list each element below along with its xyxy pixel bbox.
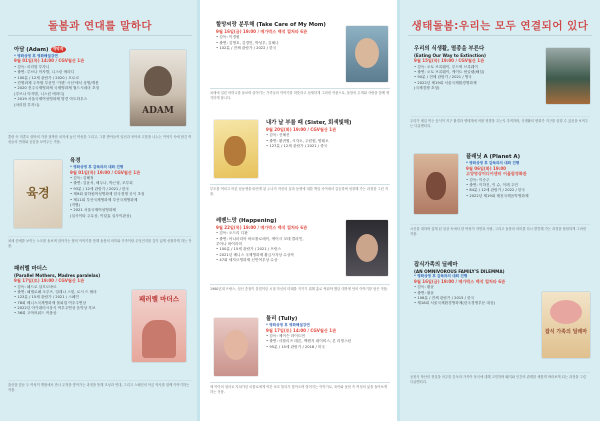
info-line: • 2021 서울국제여성영화제 [70,208,116,213]
info-line: • 2022년 아카데미시상식 여우주연상 음악상 후보 [14,305,96,310]
film-description: 공장식 축산의 현실을 마주한 감독과 가족이 육식에 대해 고민하며 돼지와 인간의 관계를 새롭게 바라보게 되는 과정을 그린 다큐멘터리. [410,372,590,385]
info-line: • 감독: 진혜신 [266,133,290,138]
poster-sister [214,120,258,178]
info-line: • 감독: 이경원 [216,35,240,40]
film-description: 치매 증세를 보이는 노모를 돌보며 살아가는 딸의 이야기를 통해 돌봄의 의미와 가족이란 무엇인지를 깊이 있게 성찰하게 하는 작품. [8,236,192,249]
poster-planet-a [414,154,458,214]
film-schedule: 9월 20일(화) 19:00 / CGV월산 1관 [266,126,337,132]
film-schedule: 9월 15일(목) 19:00 / CGV월산 1관 [414,58,485,63]
film-description: 치매에 걸린 어머니를 돌보며 살아가는 가족들의 이야기를 따뜻하고 섬세하게 그려낸 작품으로, 돌봄의 무게와 사랑을 함께 생각하게 합니다. [210,88,390,101]
poster-eating-our-way-to-extinction [546,48,590,104]
film-description: 1960년대 프랑스, 임신 중절이 불법이던 시절 자신의 미래를 지키기 위해 홀로 싸워야 했던 대학생 안의 이야기를 담은 작품. [210,284,390,292]
info-line: • 123분 / 15세 관람가 / 2021 / 스페인 [14,295,79,300]
film-omnivorous-family [414,262,538,307]
film-schedule: 9월 17일(토) 14:00 / CGV월산 1관 [266,327,337,333]
film-title-text: 아담 (Adam) [14,46,49,53]
info-line: (국제경쟁 초청) [414,85,440,90]
film-info [266,334,392,350]
opening-badge: 개막작 [52,46,64,51]
poster-parallel-mothers [132,290,186,362]
poster-title: 잡식 가족의 딜레마 [544,329,588,335]
poster-omnivorous-family [542,292,590,358]
info-line: • 93분 / 12세 관람가 / 2021 / 한국 [70,186,129,191]
info-line: • 78회 베니스국제영화제 볼피컵 여우주연상 [14,300,87,305]
poster-title: 육경 [26,186,50,200]
film-schedule: 9월 01일(목) 19:00 / CGV월산 1관 [70,169,141,175]
info-line: • 84분 / 12세 관람가 / 2022 / 한국 [466,188,525,193]
film-info [466,178,594,199]
right-column-title: 생태돌봄:우리는 모두 연결되어 있다 [400,18,600,33]
info-line: • 102분 / 전체 관람가 / 2022 / 한국 [216,45,277,50]
film-info [70,176,194,219]
film-tag: * 영화상영 후 영화해설강연 [14,53,58,58]
info-line: • 출연: 샤를리즈 테론, 맥켄지 데이비스, 론 리빙스턴 [266,339,352,344]
info-line: • 출연: 황윤 [414,290,435,295]
film-info [216,231,340,263]
info-line: • 2022년 제19회 제천국제음악영화제 [466,193,529,198]
film-title: 우리의 식생활, 멸종을 부른다 [414,46,485,52]
film-info [414,285,538,306]
film-description: 출산을 앞둔 두 여성이 병원에서 만나 우정을 쌓아가는 과정을 통해 모성과 연대, 그리고 스페인의 아픈 역사를 함께 이야기하는 작품. [8,380,192,393]
info-line: • 47회 세자르영화제 신인여우상 수상 [216,258,278,263]
info-line: • 127분 / 12세 관람가 / 2021 / 중국 [266,143,328,148]
info-line: • 2021년 베니스 국제영화제 황금사자상 수상작 [216,252,294,257]
film-description: 혼란 속 미혼모 삼바의 가장 절박한 처지에 놓인 여성을 그리고, 그를 받아들여 임신과 육아의 고통을 나누는 이야기 속에 담긴 여성들의 연대와 공감을 보여주는 작품. [8,132,192,145]
film-subtitle: (Parallel Mothers, Madres paralelas) [14,272,101,278]
info-line: • 제18회 서울국제환경영화제(한국경쟁부문 대상) [414,301,495,306]
poster-title: ADAM [142,106,174,116]
film-description: 세 아이의 엄마로 지쳐가던 마를로에게 야간 보모 툴리가 찾아오며 벌어지는 이야기로, 육아와 돌봄 속 여성의 삶을 돌아보게 하는 작품. [210,382,390,395]
film-subtitle: (Eating Our Way to Extinction) [414,52,486,58]
film-info [414,65,538,92]
film-planet-a [466,154,594,199]
film-schedule: 9월 16일(금) 19:00 / 메가박스 백석 컬처타 6관 [216,28,308,34]
film-schedule: 9월 17일(토) 19:00 / CGV월산 1관 [14,278,85,283]
info-line: • 95분 / 15세 관람가 / 2018 / 미국 [266,344,325,349]
column-left [0,0,200,421]
film-description: 시신을 대하며 살게 된 일상 속에서 한 여성이 자연과 사람, 그리고 돌봄의 의미를 다시 발견해 가는 과정을 담담하게 그려낸 작품. [410,224,590,237]
film-tag: * 영화상영 후 감독과의 대화 진행 [466,160,520,165]
info-line: • 감독: 오드리 디완 [216,231,248,236]
film-happening [216,218,340,263]
info-line: • 106분 / 전체 관람가 / 2015 / 한국 [414,296,475,301]
film-sister [266,120,392,149]
film-youkyung [70,158,194,219]
info-line: (저협) [70,202,81,207]
film-title: 레벤느망 (Happening) [216,218,277,224]
info-line: • 감독: 김해정 [70,176,94,181]
film-title [14,46,134,54]
film-title: 잡식가족의 딜레마 [414,262,458,268]
film-info [266,133,392,149]
film-eating-our-way-to-extinction [414,46,538,91]
column-middle [200,0,400,421]
film-tag: * 영화상영 후 영화해설강연 [266,322,310,327]
info-line: • 100분 / 12세 관람가 / 2020 / 모로코 [14,75,79,80]
film-parallel-mothers [14,266,138,317]
info-line: • 36회 고야어워드 작품상 [14,311,57,316]
info-line: • 출연: 루브나 아자발, 니스린 에라디 [14,70,75,75]
film-title: 패러렐 마더스 [14,266,48,272]
info-line: • 90분 / 전체 관람가 / 2021 / 영국 [414,75,472,80]
film-info [14,65,134,108]
info-line: • 출연: 김윤석, 배두나, 박근형, 조부희 [70,181,133,186]
info-line: • 제11회 부산국제영화제 부산국제영화제 [70,197,138,202]
poster-take-care-of-my-mom [346,26,388,82]
column-right [400,0,600,421]
info-line: • 2019 서울국제여성영화제 발견 아트하우스 [14,97,88,102]
poster-happening [346,220,388,276]
info-line: • 100분 / 15세 관람가 / 2021 / 프랑스 [216,247,281,252]
info-line: • 출연: 김영호, 김경민, 박성우, 김혜나 [216,40,279,45]
info-line: • 2022년 제19회 서울국제환경영화제 [414,80,477,85]
film-take-care-of-my-mom [216,22,336,51]
info-line: • 출연: 이하진, 이 슈, 이레 주민 [466,182,518,187]
info-line: • 출연: 오토 브록웨이, 케이트 윈슬렛(해설) [414,69,485,74]
info-line: • 출연: 아나마리아 바르톨로메이, 케이시 모테 클라인, [216,236,304,241]
film-title: 툴리 (Tully) [266,316,298,322]
film-tully [266,316,392,350]
info-line: • 감독: 페드로 알모도바르 [14,284,57,289]
film-venue: 고양영상미디어센터 어울림영화관 [466,171,527,177]
film-description: 우리가 매일 먹는 음식이 지구 환경과 생태계에 어떤 영향을 주는지 추적하며, 식생활의 변화가 지구를 살릴 수 있음을 보여주는 다큐멘터리. [410,116,590,129]
info-line: (마리암 투자니) [14,102,40,107]
film-info [216,35,336,51]
film-title: 내가 날 부를 때 (Sister, 회색빛해) [266,120,352,126]
poster-adam [130,50,186,126]
film-schedule: 9월 22일(목) 19:00 / 메가박스 백석 컬처타 6관 [216,224,308,230]
info-line: (루브나 아자발, 니스린 에라디) [14,91,65,96]
film-description: 부모를 여의고 어린 남동생을 떠안게 된 누나가 자신의 꿈과 동생에 대한 책임 사이에서 갈등하며 성장해 가는 과정을 그린 작품. [210,184,390,197]
info-line: • 제9회 물하원여성영화제 한국경쟁 공식 초청 [70,192,145,197]
info-line: • 감독: 오토 브록웨이, 루드윅 브록웨이 [414,64,478,69]
info-line: • 칸영화제 주목할 부문인 '카렌' 시선'에서 상영/개봉 [14,81,99,86]
info-line: • 감독: 황윤 [414,285,435,290]
info-line: (실사이타 주무상, 이달효 실사이관상) [70,213,131,218]
film-title: 할망씨랑 분투해 (Take Care of My Mom) [216,22,326,28]
info-line: • 2020 전주국제영화제 국제영화제 월드시네마 초청 [14,86,100,91]
info-line: • 감독: 이승주 [466,177,490,182]
film-title: 육경 [70,158,81,164]
info-line: • 감독: 마리암 투자니 [14,64,50,69]
left-column-title: 돌봄과 연대를 말하다 [0,18,200,33]
info-line: • 감독: 제이슨 라이트먼 [266,334,305,339]
film-title: 플래닛 A (Planet A) [466,154,521,160]
film-tag: * 영화상영 후 감독과의 대화 진행 [70,164,124,169]
film-tag: * 영화상영 후 감독과의 대화 진행 [414,274,468,278]
poster-title: 패러렐 마더스 [139,295,179,303]
info-line: 루아나 바이라미 [216,241,243,246]
film-schedule: 9월 01일(목) 14:00 / CGV월산 1관 [14,58,85,64]
poster-youkyung [14,160,62,228]
film-schedule: 9월 16일(금) 19:00 / 메가박스 백석 컬처타 6관 [414,278,506,284]
film-subtitle: (AN OMNIVOROUS FAMILY'S DILEMMA) [414,268,505,274]
film-schedule: 9월 06일(화) 19:00 [466,165,507,171]
film-adam [14,46,134,108]
info-line: • 출연: 페넬로페 크루즈, 밀레나 스밋, 로시 드 팔마 [14,289,97,294]
film-info [14,285,138,317]
info-line: • 출연: 황귀엽, 시자오, 주련원, 양테오 [266,138,329,143]
poster-tully [214,318,258,376]
